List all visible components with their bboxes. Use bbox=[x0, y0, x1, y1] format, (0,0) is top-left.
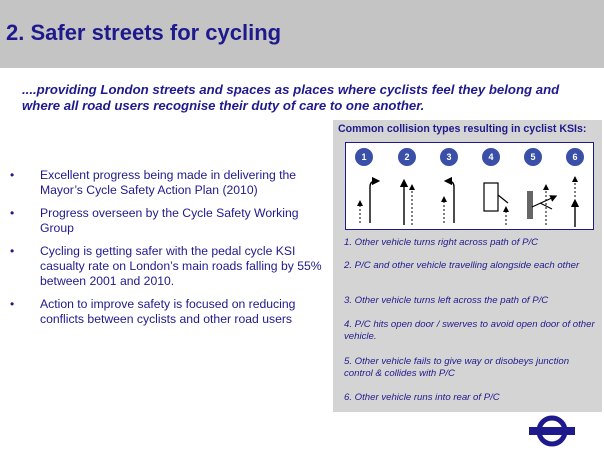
collision-number-badge: 5 bbox=[524, 148, 542, 166]
collision-type-text: 6. Other vehicle runs into rear of P/C bbox=[344, 392, 500, 403]
collision-diagram-box bbox=[345, 142, 594, 230]
collision-diagrams bbox=[346, 173, 595, 229]
header-bar bbox=[0, 0, 604, 68]
turn-left-diagram-icon bbox=[444, 181, 454, 223]
bullet-list bbox=[8, 168, 324, 335]
bullet-text: Cycling is getting safer with the pedal cycle KSI casualty rate on London’s main roads falling by 55% between 2001 and 2010. bbox=[40, 244, 322, 288]
collision-type-text: 1. Other vehicle turns right across path of P/C bbox=[344, 237, 539, 248]
bullet-text: Action to improve safety is focused on reducing conflicts between cyclists and other road users bbox=[40, 297, 296, 326]
bullet-marker: • bbox=[10, 206, 15, 220]
bullet-item bbox=[8, 244, 324, 289]
bullet-text: Excellent progress being made in delivering the Mayor’s Cycle Safety Action Plan (2010) bbox=[40, 168, 297, 197]
bullet-item bbox=[8, 297, 324, 327]
alongside-diagram-icon bbox=[404, 183, 412, 225]
collision-number-badge: 1 bbox=[355, 148, 373, 166]
collision-type-text: 3. Other vehicle turns left across the path of P/C bbox=[344, 295, 549, 306]
collision-type-text: 4. P/C hits open door / swerves to avoid open door of other vehicle. bbox=[344, 319, 595, 342]
bullet-marker: • bbox=[10, 297, 15, 311]
tfl-roundel-icon bbox=[528, 414, 576, 448]
collision-type-text: 5. Other vehicle fails to give way or disobeys junction control & collides with P/C bbox=[344, 356, 570, 379]
collision-number-badge: 3 bbox=[440, 148, 458, 166]
open-door-diagram-icon bbox=[484, 183, 508, 225]
bullet-item bbox=[8, 206, 324, 236]
bullet-item bbox=[8, 168, 324, 198]
junction-diagram-icon bbox=[527, 187, 554, 225]
page-title: 2. Safer streets for cycling bbox=[6, 20, 282, 45]
panel-title: Common collision types resulting in cyclist KSIs: bbox=[338, 123, 587, 135]
bullet-marker: • bbox=[10, 168, 15, 182]
collision-type-text: 2. P/C and other vehicle travelling alongside each other bbox=[344, 260, 580, 271]
collision-number-badge: 4 bbox=[482, 148, 500, 166]
collision-number-badge: 6 bbox=[566, 148, 584, 166]
bullet-marker: • bbox=[10, 244, 15, 258]
subtitle-quote: ....providing London streets and spaces as places where cyclists feel they belong and where all road users recognise their duty of care to one another. bbox=[22, 82, 560, 113]
turn-right-diagram-icon bbox=[360, 181, 376, 223]
collision-number-badge: 2 bbox=[398, 148, 416, 166]
bullet-text: Progress overseen by the Cycle Safety Working Group bbox=[40, 206, 299, 235]
collision-types-panel bbox=[333, 120, 602, 412]
